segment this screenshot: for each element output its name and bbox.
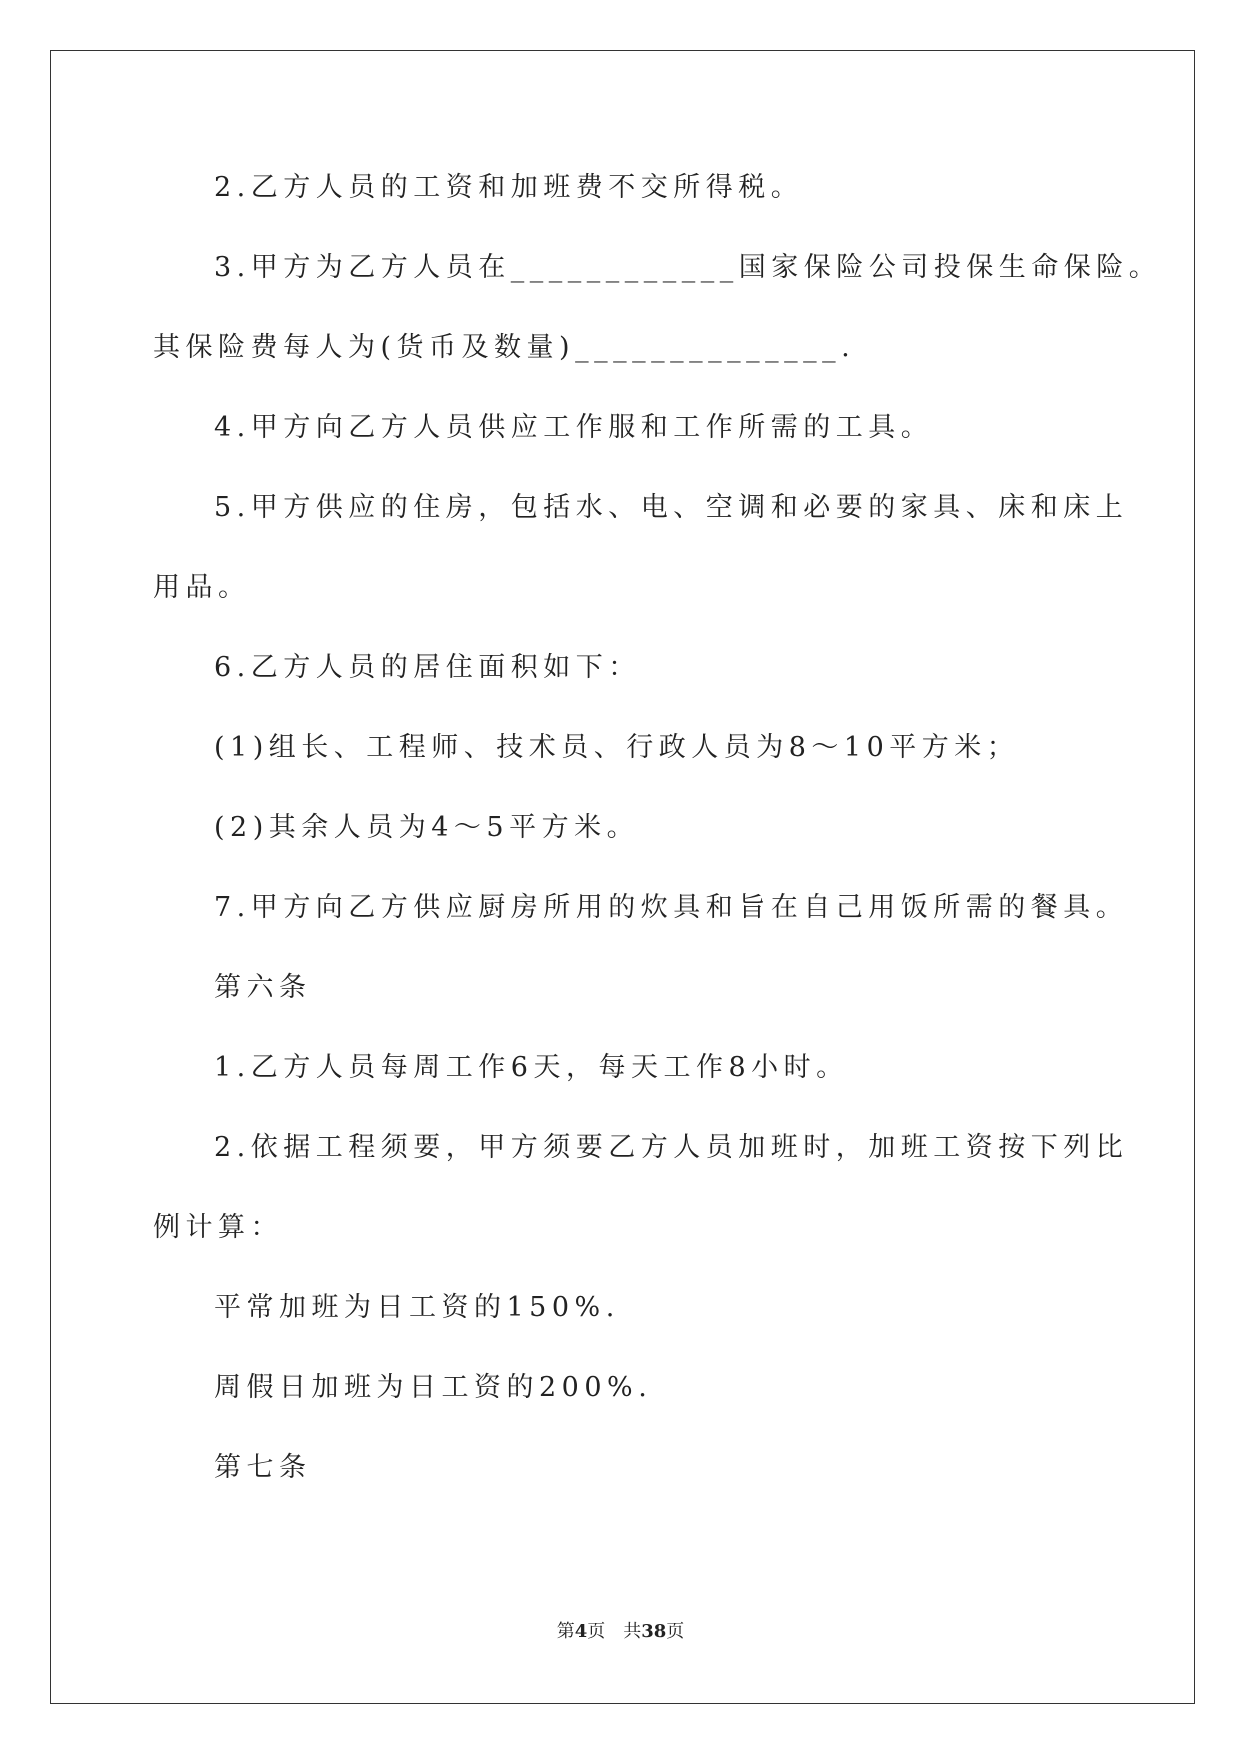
- current-page-number: 4: [574, 1621, 588, 1642]
- paragraph-line: 平常加班为日工资的150%.: [214, 1292, 620, 1323]
- paragraph-line: 用品。: [153, 572, 251, 603]
- footer-total-suffix: 页: [666, 1621, 685, 1642]
- paragraph-line: 3.甲方为乙方人员在____________国家保险公司投保生命保险。: [214, 252, 1162, 283]
- footer-page-suffix: 页: [587, 1621, 606, 1642]
- section-heading: 第六条: [214, 972, 312, 1003]
- section-heading: 第七条: [214, 1452, 312, 1483]
- paragraph-line: 2.乙方人员的工资和加班费不交所得税。: [214, 172, 804, 203]
- paragraph-line: (2)其余人员为4～5平方米。: [214, 812, 640, 843]
- paragraph-line: 1.乙方人员每周工作6天，每天工作8小时。: [214, 1052, 849, 1083]
- footer-prefix: 第: [556, 1621, 575, 1642]
- paragraph-line: 其保险费每人为(货币及数量)______________.: [153, 332, 856, 363]
- paragraph-line: 2.依据工程须要，甲方须要乙方人员加班时，加班工资按下列比: [214, 1132, 1129, 1163]
- paragraph-line: 例计算：: [153, 1212, 283, 1243]
- paragraph-line: (1)组长、工程师、技术员、行政人员为8～10平方米；: [214, 732, 1020, 763]
- paragraph-line: 周假日加班为日工资的200%.: [214, 1372, 653, 1403]
- footer-total-prefix: 共: [623, 1621, 642, 1642]
- total-pages-number: 38: [641, 1621, 667, 1642]
- paragraph-line: 5.甲方供应的住房，包括水、电、空调和必要的家具、床和床上: [214, 492, 1129, 523]
- page-footer: [0, 1617, 1241, 1643]
- paragraph-line: 7.甲方向乙方供应厨房所用的炊具和旨在自己用饭所需的餐具。: [214, 892, 1129, 923]
- paragraph-line: 6.乙方人员的居住面积如下：: [214, 652, 641, 683]
- paragraph-line: 4.甲方向乙方人员供应工作服和工作所需的工具。: [214, 412, 934, 443]
